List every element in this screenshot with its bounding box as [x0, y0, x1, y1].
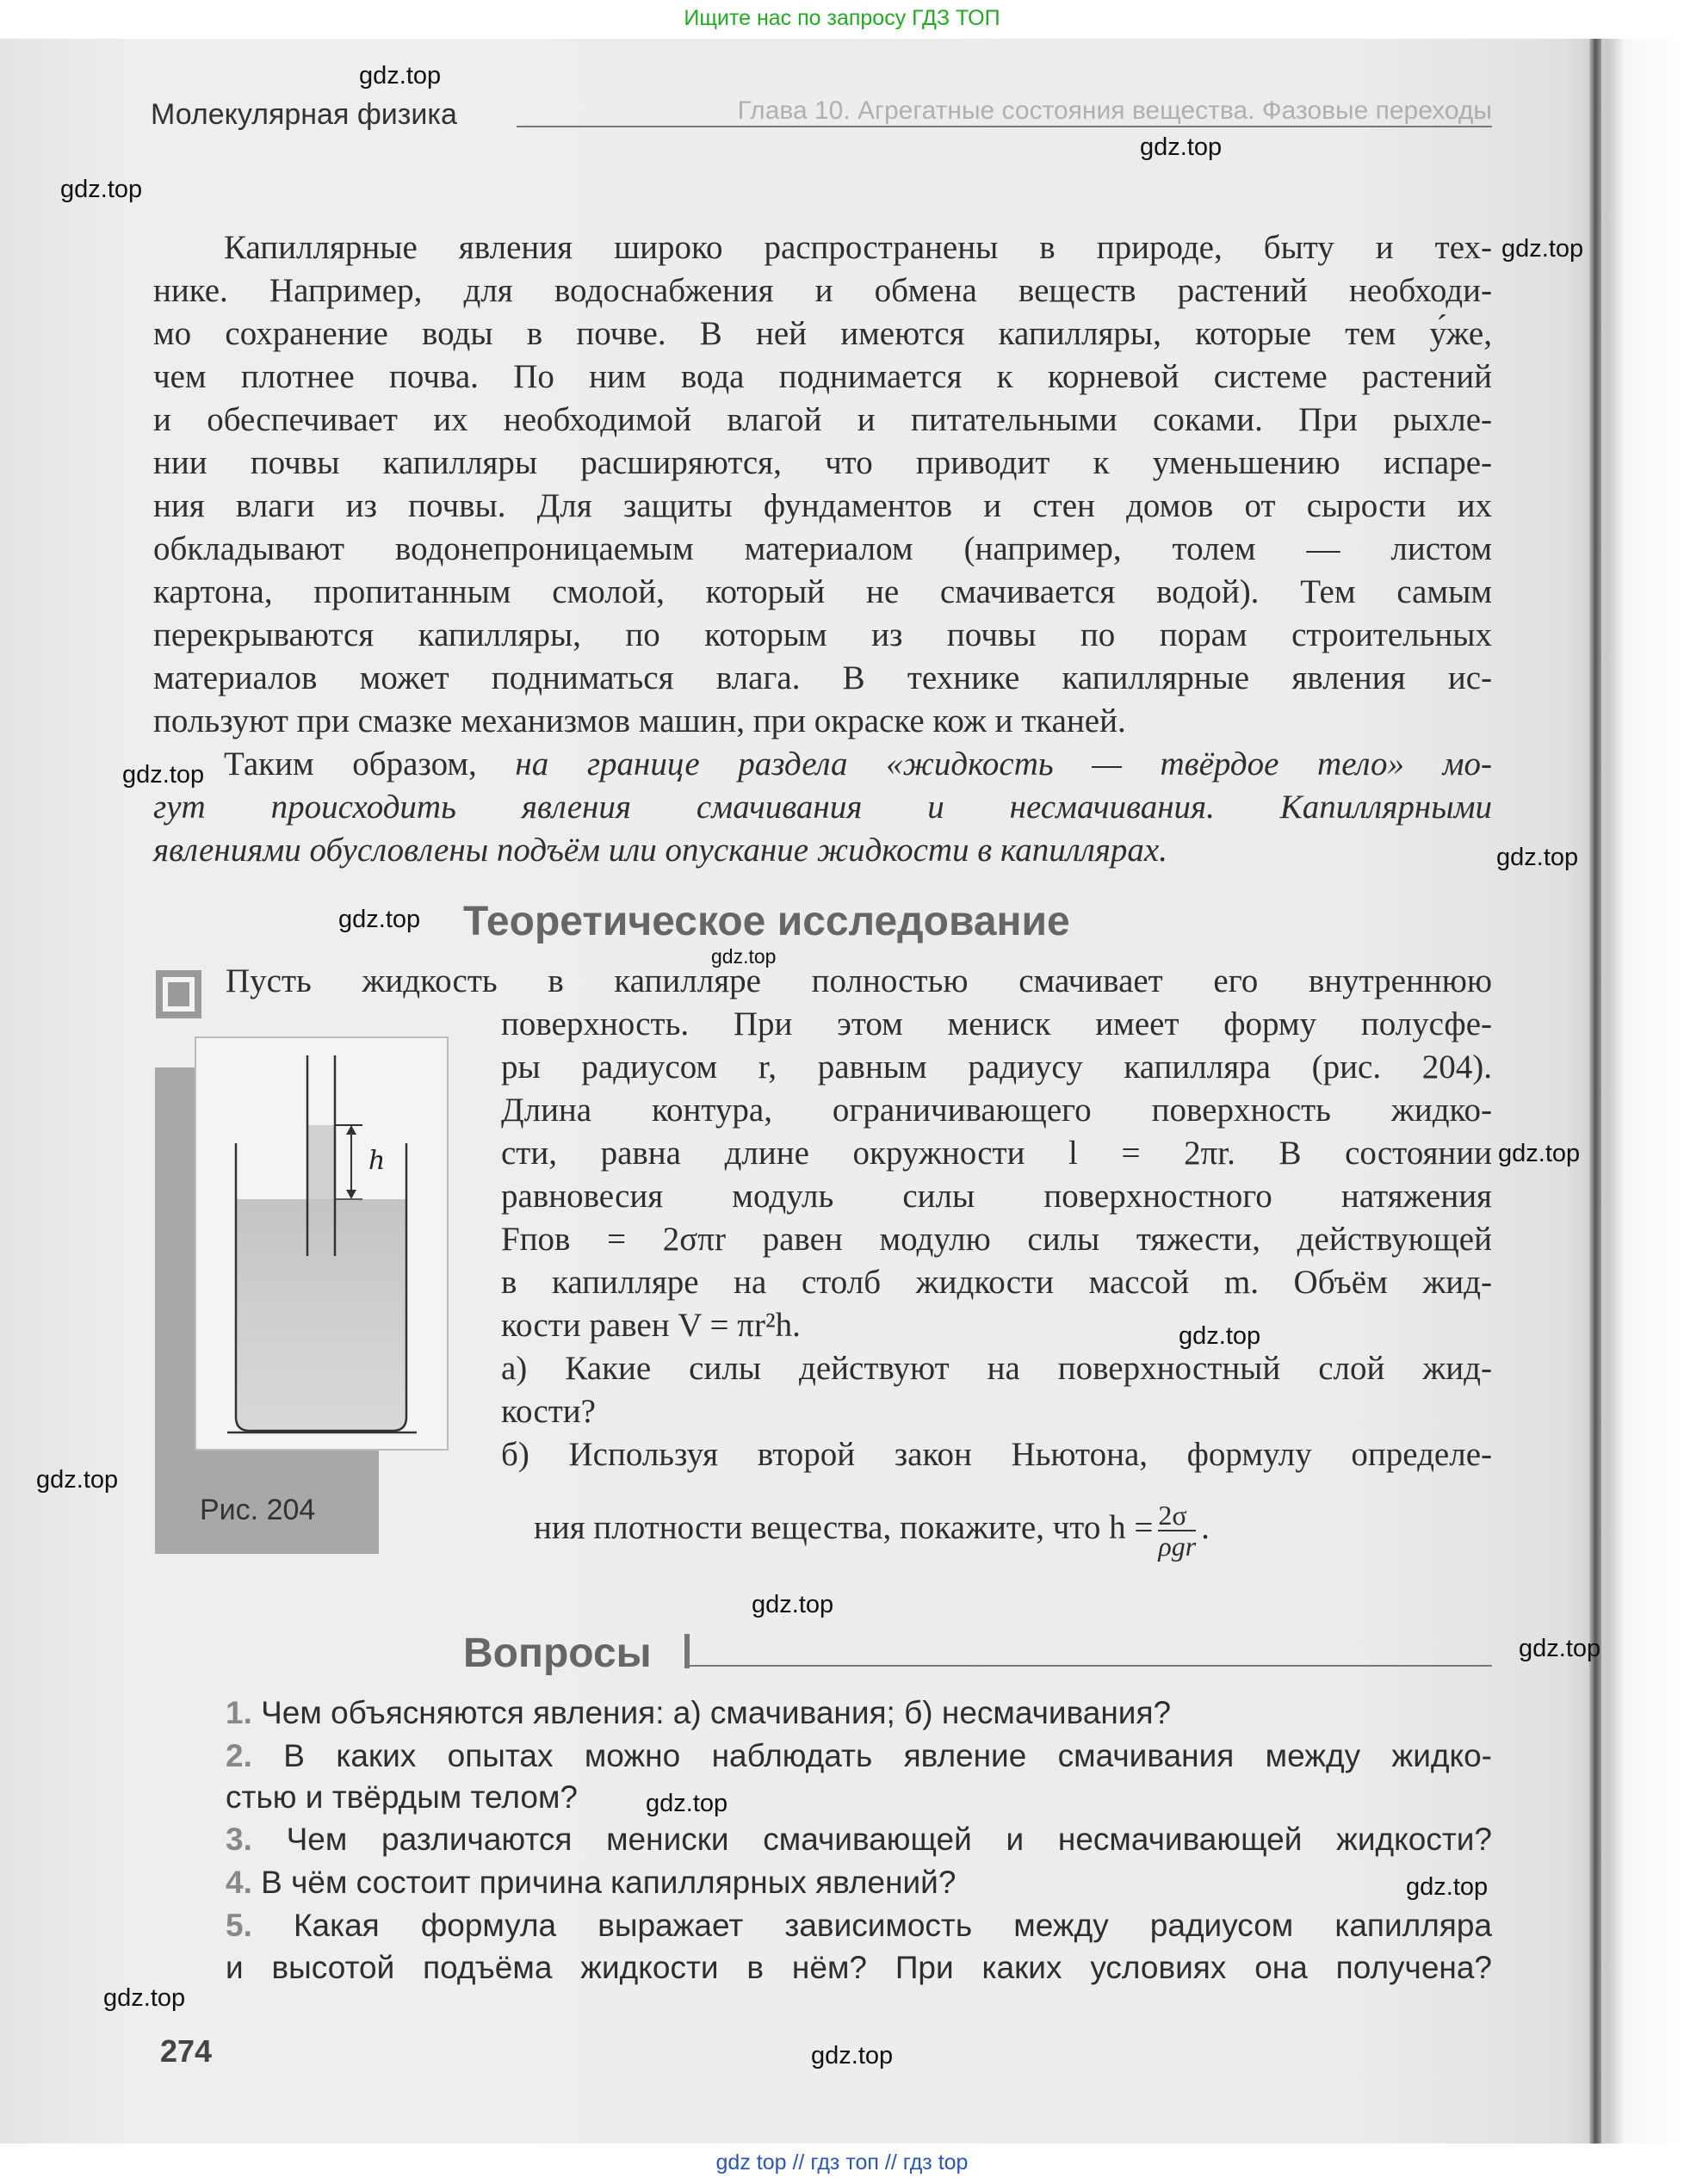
liquid-in-vessel	[236, 1199, 406, 1431]
theory-line: б) Используя второй закон Ньютона, формулу определе-	[501, 1436, 1492, 1473]
heading-accent-bar	[684, 1634, 690, 1668]
watermark: gdz.top	[122, 761, 205, 789]
body-line: мо сохранение воды в почве. В ней имеются капилляры, которые тем у́же,	[153, 315, 1492, 352]
footer-links[interactable]: gdz top // гдз топ // гдз top	[0, 2144, 1684, 2184]
page-edge-shadow	[1589, 39, 1601, 2144]
theory-line: сти, равна длине окружности l = 2πr. В состоянии	[501, 1135, 1492, 1172]
theory-line: а) Какие силы действуют на поверхностный слой жид-	[501, 1350, 1492, 1387]
theory-line: поверхность. При этом мениск имеет форму полусфе-	[501, 1005, 1492, 1043]
search-banner[interactable]: Ищите нас по запросу ГДЗ ТОП	[0, 0, 1684, 39]
header-rule	[517, 126, 1492, 127]
figure-caption: Рис. 204	[200, 1494, 316, 1526]
question-item: 3. Чем различаются мениски смачивающей и несмачивающей жидкости?	[226, 1822, 1493, 1857]
section-heading-theory: Теоретическое исследование	[463, 899, 1070, 944]
theory-line: Длина контура, ограничивающего поверхность жидко-	[501, 1092, 1492, 1129]
body-line: обкладывают водонепроницаемым материалом (например, толем — листом	[153, 530, 1492, 567]
running-header-chapter: Глава 10. Агрегатные состояния вещества. Фазовые переходы	[737, 96, 1492, 125]
body-line: и обеспечивает их необходимой влагой и питательными соками. При рыхле-	[153, 401, 1492, 438]
theory-line: Fпов = 2σπr равен модулю силы тяжести, действующей	[501, 1221, 1492, 1258]
body-line: Капиллярные явления широко распространены в природе, быту и тех-	[224, 229, 1492, 266]
body-line: перекрываются капилляры, по которым из почвы по порам строительных	[153, 616, 1492, 653]
running-header-section: Молекулярная физика	[151, 98, 457, 131]
theory-line: равновесия модуль силы поверхностного натяжения	[501, 1178, 1492, 1215]
watermark: gdz.top	[1179, 1322, 1261, 1350]
watermark: gdz.top	[711, 945, 777, 968]
question-item: 5. Какая формула выражает зависимость между радиусом капилляра	[226, 1908, 1492, 1943]
watermark: gdz.top	[1501, 235, 1584, 263]
question-item-continued: стью и твёрдым телом?	[226, 1779, 578, 1815]
theory-line: в капилляре на столб жидкости массой m. Объём жид-	[501, 1264, 1492, 1301]
theory-line: ры радиусом r, равным радиусу капилляра (рис. 204).	[501, 1049, 1492, 1086]
watermark: gdz.top	[36, 1466, 119, 1494]
summary-lead: Таким образом,	[224, 746, 516, 783]
page-number: 274	[160, 2033, 213, 2069]
question-item: 4. В чём состоит причина капиллярных явлений?	[226, 1865, 957, 1900]
capillary-liquid-column	[308, 1125, 335, 1199]
watermark: gdz.top	[1498, 1140, 1581, 1167]
formula-numerator: 2σ	[1158, 1500, 1196, 1531]
summary-line: гут происходить явления смачивания и несмачивания. Капиллярными	[153, 789, 1492, 826]
capillary-diagram	[196, 1038, 447, 1449]
watermark: gdz.top	[646, 1790, 728, 1817]
summary-line	[153, 743, 1492, 786]
watermark: gdz.top	[811, 2042, 894, 2070]
body-line: пользуют при смазке механизмов машин, при окраске кож и тканей.	[153, 702, 1126, 739]
question-item: 1. Чем объясняются явления: а) смачивания; б) несмачивания?	[226, 1695, 1172, 1730]
summary-line: явлениями обусловлены подъём или опускание жидкости в капиллярах.	[153, 832, 1167, 869]
watermark: gdz.top	[1140, 133, 1223, 161]
watermark: gdz.top	[1496, 844, 1579, 871]
height-label: h	[368, 1146, 386, 1176]
body-line: нике. Например, для водоснабжения и обмена веществ растений необходи-	[153, 272, 1492, 309]
formula-fraction	[1158, 1500, 1196, 1561]
questions-rule	[684, 1665, 1492, 1667]
question-item-continued: и высотой подъёма жидкости в нём? При каких условиях она получена?	[226, 1950, 1492, 1985]
theory-line: кости?	[501, 1393, 596, 1430]
formula-text: ния плотности вещества, покажите, что h =	[534, 1509, 1154, 1546]
question-item: 2. В каких опытах можно наблюдать явление смачивания между жидко-	[226, 1738, 1492, 1773]
formula-denominator: ρgr	[1158, 1531, 1197, 1562]
theory-line: кости равен V = πr²h.	[501, 1307, 801, 1344]
watermark: gdz.top	[338, 906, 421, 933]
watermark: gdz.top	[359, 62, 442, 90]
body-line: ния влаги из почвы. Для защиты фундаментов и стен домов от сырости их	[153, 487, 1492, 524]
watermark: gdz.top	[752, 1591, 834, 1618]
watermark: gdz.top	[1406, 1873, 1489, 1901]
formula-period: .	[1201, 1509, 1210, 1546]
watermark: gdz.top	[1519, 1635, 1601, 1662]
body-line: картона, пропитанным смолой, который не смачивается водой). Тем самым	[153, 573, 1492, 610]
summary-italic: на границе раздела «жидкость — твёрдое тело» мо-	[515, 746, 1492, 783]
arrow-head-down	[346, 1190, 356, 1199]
watermark: gdz.top	[103, 1984, 186, 2012]
body-line: материалов может подниматься влага. В технике капиллярные явления ис-	[153, 659, 1492, 696]
body-line: нии почвы капилляры расширяются, что приводит к уменьшению испаре-	[153, 444, 1492, 481]
body-line: чем плотнее почва. По ним вода поднимается к корневой системе растений	[153, 358, 1492, 395]
figure-204	[195, 1036, 449, 1451]
section-heading-questions: Вопросы	[463, 1630, 652, 1676]
arrow-head-up	[346, 1125, 356, 1135]
watermark: gdz.top	[60, 176, 143, 203]
formula-line	[534, 1494, 1210, 1562]
theory-line: Пусть жидкость в капилляре полностью смачивает его внутреннюю	[226, 962, 1492, 999]
task-marker-icon	[156, 970, 201, 1018]
